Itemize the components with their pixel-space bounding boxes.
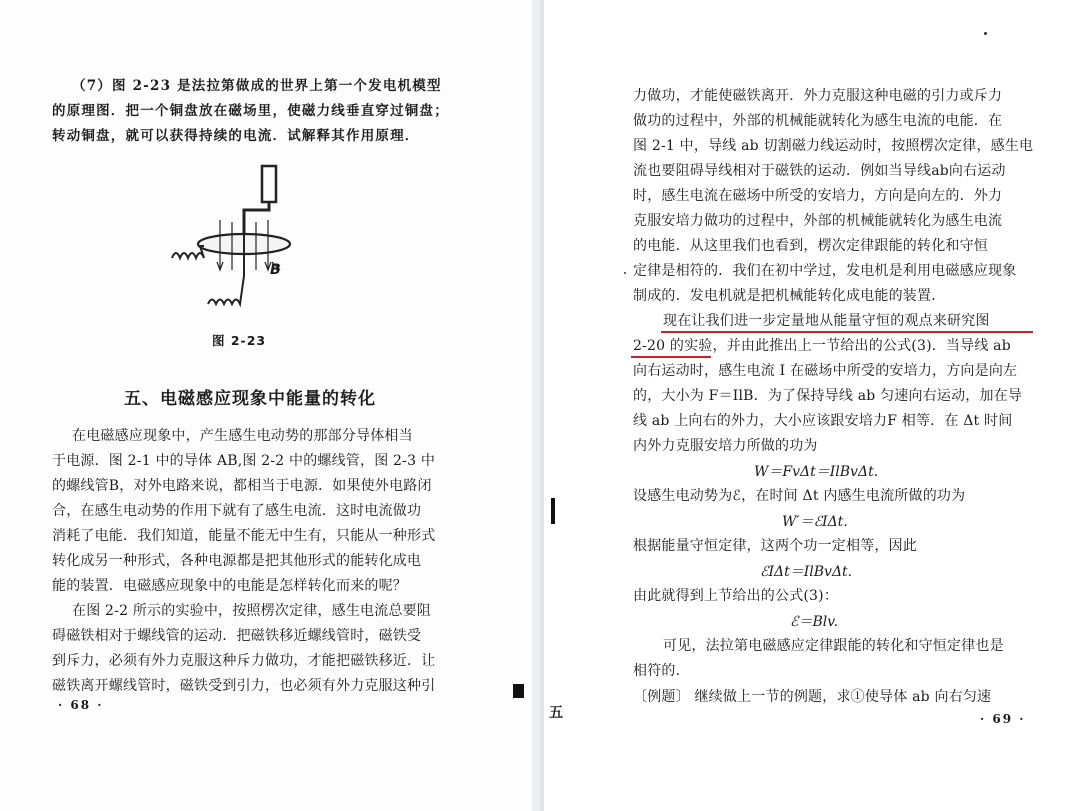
- body-line: 线 ab 上向右的外力，大小应该跟安培力F 相等．在 Δt 时间: [633, 413, 1013, 429]
- body-line: 转化成另一种形式，各种电源都是把其他形式的能转化成电: [52, 553, 422, 569]
- question-line: 的原理图．把一个铜盘放在磁场里，使磁力线垂直穿过铜盘；: [52, 103, 449, 119]
- body-line: 可见，法拉第电磁感应定律跟能的转化和守恒定律也是: [663, 638, 1004, 654]
- body-line: 的，大小为 F＝IlB．为了保持导线 ab 匀速向右运动，加在导: [633, 388, 1023, 404]
- left-page: [0, 0, 532, 811]
- question-line: （7）图 2-23 是法拉第做成的世界上第一个发电机模型: [72, 78, 442, 94]
- body-line: 力做功，才能使磁铁离开．外力克服这种电磁的引力或斥力: [633, 88, 1003, 104]
- body-line: 碍磁铁相对于螺线管的运动．把磁铁移近螺线管时，磁铁受: [52, 628, 422, 644]
- body-line: 消耗了电能．我们知道，能量不能无中生有，只能从一种形式: [52, 528, 436, 544]
- equation-work-external: W＝FvΔt＝IlBvΔt.: [754, 464, 879, 480]
- body-line: 时，感生电流在磁场中所受的安培力，方向是向左的．外力: [633, 188, 1003, 204]
- equation-work-current: W′＝ℰIΔt.: [782, 514, 848, 530]
- page-number: · 68 ·: [58, 698, 104, 712]
- body-line: 磁铁离开螺线管时，磁铁受到引力，也必须有外力克服这种引: [52, 678, 436, 694]
- figure-label-b: B: [270, 262, 282, 278]
- body-line: 于电源．图 2-1 中的导体 AB,图 2-2 中的螺线管，图 2-3 中: [52, 453, 436, 469]
- body-line: 2-20 的实验，并由此推出上一节给出的公式(3)．当导线 ab: [633, 338, 1011, 354]
- body-line: 流也要阻碍导线相对于磁铁的运动．例如当导线ab向右运动: [633, 163, 1006, 179]
- body-line: 的电能．从这里我们也看到，楞次定律跟能的转化和守恒: [633, 238, 988, 254]
- red-underline: [631, 356, 711, 358]
- section-heading: 五、电磁感应现象中能量的转化: [124, 389, 376, 409]
- body-line: 的螺线管B，对外电路来说，都相当于电源．如果使外电路闭: [52, 478, 432, 494]
- body-line: 在图 2-2 所示的实验中，按照楞次定律，感生电流总要阻: [72, 603, 432, 619]
- body-line: 相符的.: [633, 663, 681, 679]
- equation-emf: ℰ＝Blv.: [790, 614, 838, 630]
- equation-balance: ℰIΔt＝IlBvΔt.: [760, 564, 853, 580]
- gutter-character: 五: [549, 705, 563, 721]
- body-line: 图 2-1 中，导线 ab 切割磁力线运动时，按照楞次定律，感生电: [633, 138, 1034, 154]
- body-line: 在电磁感应现象中，产生感生电动势的那部分导体相当: [72, 428, 413, 444]
- red-underline: [661, 331, 1033, 333]
- faraday-disk-figure: [160, 158, 310, 318]
- body-line: 能的装置．电磁感应现象中的电能是怎样转化而来的呢？: [52, 578, 407, 594]
- body-line: 现在让我们进一步定量地从能量守恒的观点来研究图: [663, 313, 990, 329]
- body-line: 制成的．发电机就是把机械能转化成电能的装置．: [633, 288, 946, 304]
- right-page: [544, 0, 1080, 811]
- scan-mark: [513, 684, 524, 698]
- body-line: 做功的过程中，外部的机械能就转化为感生电流的电能．在: [633, 113, 1003, 129]
- figure-caption: 图 2-23: [212, 333, 267, 348]
- body-line: 根据能量守恒定律，这两个功一定相等，因此: [633, 538, 917, 554]
- question-line: 转动铜盘，就可以获得持续的电流．试解释其作用原理．: [52, 128, 420, 144]
- page-number: · 69 ·: [980, 712, 1026, 726]
- body-line: 由此就得到上节给出的公式(3)：: [633, 588, 839, 604]
- body-line: 合，在感生电动势的作用下就有了感生电流．这时电流做功: [52, 503, 422, 519]
- body-line: 内外力克服安培力所做的功为: [633, 438, 818, 454]
- example-line: 〔例题〕 继续做上一节的例题，求①使导体 ab 向右匀速: [633, 689, 992, 705]
- body-line: 向右运动时，感生电流 I 在磁场中所受的安培力，方向是向左: [633, 363, 1018, 379]
- body-line: 到斥力，必须有外力克服这种斥力做功，才能把磁铁移近．让: [52, 653, 436, 669]
- body-line: 克服安培力做功的过程中，外部的机械能就转化为感生电流: [633, 213, 1003, 229]
- body-line: 定律是相符的．我们在初中学过，发电机是利用电磁感应现象: [633, 263, 1017, 279]
- body-line: 设感生电动势为ℰ，在时间 Δt 内感生电流所做的功为: [633, 488, 966, 504]
